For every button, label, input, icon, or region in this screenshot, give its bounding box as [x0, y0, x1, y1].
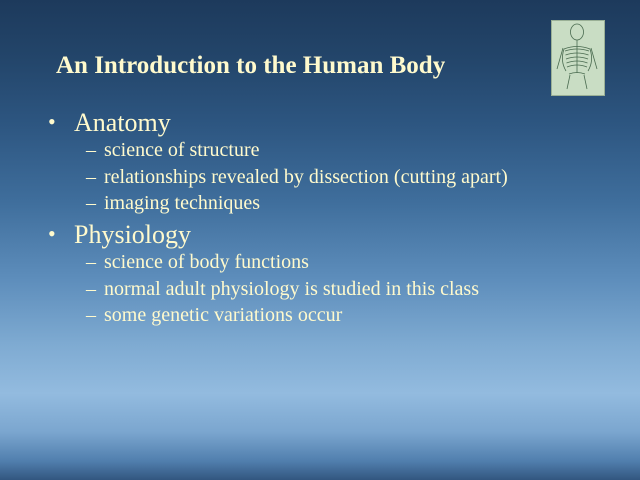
- bullet-text: some genetic variations occur: [104, 304, 343, 327]
- bullet-text: Physiology: [74, 219, 192, 249]
- bullet-text: science of body functions: [104, 251, 309, 273]
- bullet-dash-icon: –: [86, 192, 96, 215]
- human-torso-skeleton-diagram-icon: [551, 20, 605, 96]
- content-group-anatomy: [48, 108, 628, 216]
- page-title: An Introduction to the Human Body: [56, 52, 446, 79]
- bullet-item-level2: [86, 278, 628, 302]
- bullet-item-level2: [86, 304, 628, 328]
- bullet-dash-icon: –: [86, 139, 96, 162]
- bullet-item-level2: [86, 139, 628, 163]
- bullet-text: normal adult physiology is studied in this class: [104, 277, 479, 300]
- bullet-dash-icon: –: [86, 277, 96, 300]
- bullet-dash-icon: –: [86, 251, 96, 273]
- bullet-dot-icon: •: [48, 109, 56, 134]
- bullet-item-level2: [86, 192, 628, 216]
- bullet-text: relationships revealed by dissection (cutting apart): [104, 165, 508, 188]
- slide-content: [48, 108, 628, 332]
- bullet-dash-icon: –: [86, 304, 96, 327]
- bullet-item-level2: [86, 166, 628, 190]
- bullet-text: imaging techniques: [104, 192, 261, 215]
- bullet-dash-icon: –: [86, 165, 96, 188]
- bullet-item-level2: [86, 251, 628, 275]
- content-group-physiology: [48, 220, 628, 328]
- bullet-text: Anatomy: [74, 108, 171, 137]
- bullet-dot-icon: •: [48, 220, 56, 246]
- bullet-item-level1: [48, 220, 628, 249]
- bullet-text: science of structure: [104, 139, 260, 162]
- bullet-item-level1: [48, 108, 628, 137]
